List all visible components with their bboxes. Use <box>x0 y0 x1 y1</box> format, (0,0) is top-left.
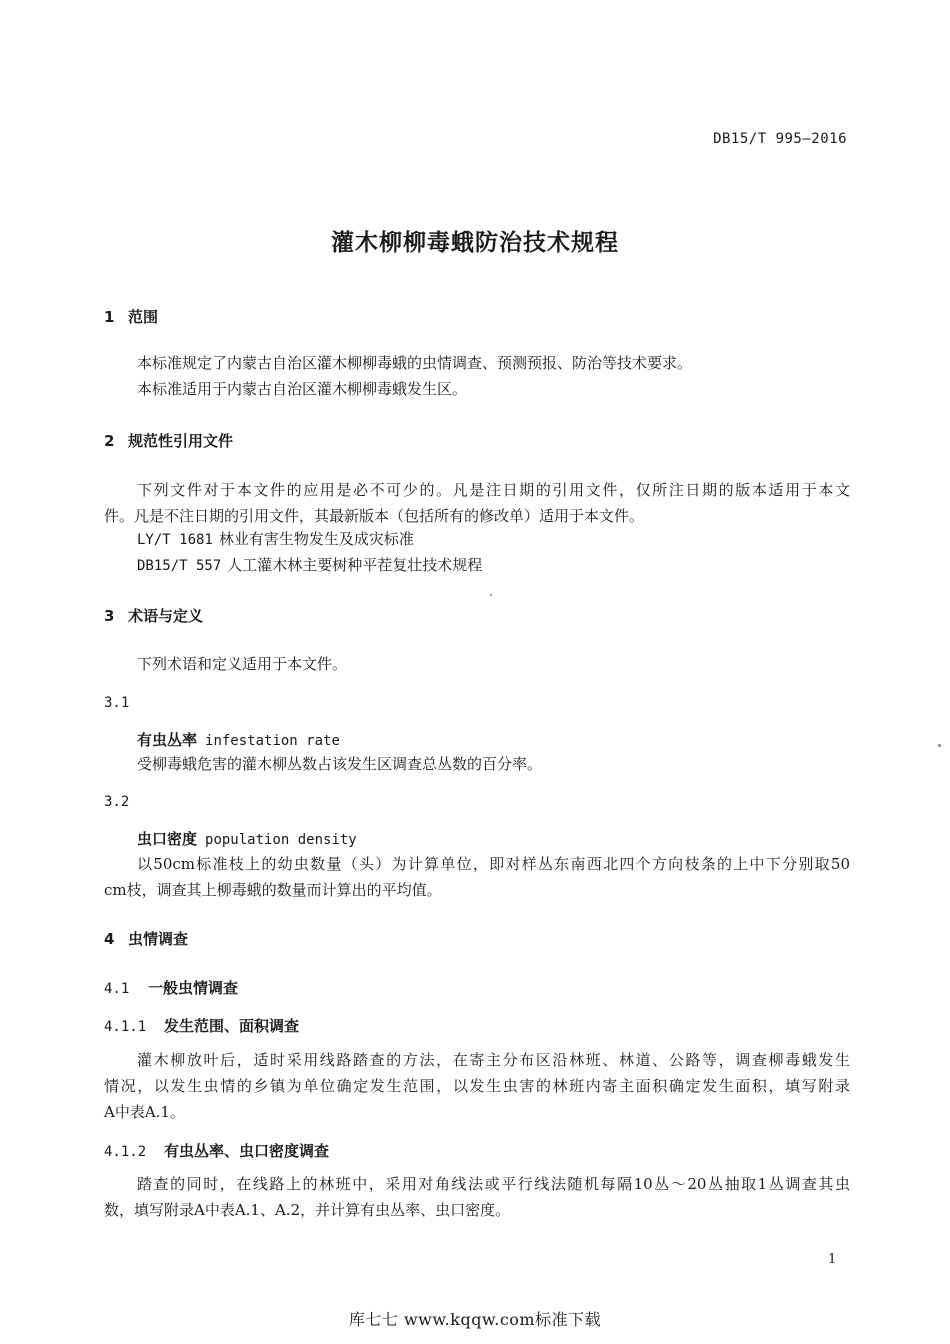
section-title: 范围 <box>128 308 159 326</box>
subsection-number: 4.1.1 <box>104 1019 147 1035</box>
term-chinese: 虫口密度 <box>137 830 198 848</box>
paragraph: 数，填写附录A中表A.1、A.2，并计算有虫丛率、虫口密度。 <box>104 1201 511 1219</box>
term-number: 3.1 <box>104 695 130 711</box>
paragraph: 情况，以发生虫情的乡镇为单位确定发生范围，以发生虫害的林班内寄主面积确定发生面积，填写附录 <box>104 1077 850 1095</box>
paragraph: 踏查的同时，在线路上的林班中，采用对角线法或平行线法随机每隔10丛～20丛抽取1丛调查其虫 <box>137 1175 850 1193</box>
section-3-heading <box>104 605 203 626</box>
term-heading <box>137 828 357 849</box>
section-number: 3 <box>104 607 115 625</box>
term-definition: 以50cm标准枝上的幼虫数量（头）为计算单位，即对样丛东南西北四个方向枝条的上中下分别取50 <box>137 855 850 873</box>
subsection-title: 一般虫情调查 <box>148 979 239 997</box>
paragraph: 件。凡是不注日期的引用文件，其最新版本（包括所有的修改单）适用于本文件。 <box>104 507 645 525</box>
section-4-heading <box>104 928 188 949</box>
subsection-4-1-heading <box>104 977 238 998</box>
scan-speck <box>490 594 492 596</box>
normative-reference <box>137 528 414 549</box>
section-2-heading <box>104 430 233 451</box>
term-chinese: 有虫丛率 <box>137 731 198 749</box>
term-definition: 受柳毒蛾危害的灌木柳丛数占该发生区调查总丛数的百分率。 <box>137 755 543 773</box>
normative-reference <box>137 554 482 575</box>
reference-code: LY/T 1681 <box>137 532 213 548</box>
paragraph: 下列文件对于本文件的应用是必不可少的。凡是注日期的引用文件，仅所注日期的版本适用于本文 <box>137 481 850 499</box>
term-heading <box>137 729 340 750</box>
section-1-heading <box>104 306 158 327</box>
document-number: DB15/T 995—2016 <box>713 131 847 147</box>
paragraph: A中表A.1。 <box>104 1103 185 1121</box>
subsection-number: 4.1 <box>104 981 130 997</box>
section-title: 虫情调查 <box>128 930 189 948</box>
term-english: infestation rate <box>205 733 340 749</box>
term-english: population density <box>205 832 357 848</box>
section-title: 规范性引用文件 <box>128 432 234 450</box>
subsection-number: 4.1.2 <box>104 1144 147 1160</box>
page-number: 1 <box>828 1252 837 1267</box>
paragraph: 本标准适用于内蒙古自治区灌木柳柳毒蛾发生区。 <box>137 380 468 398</box>
reference-code: DB15/T 557 <box>137 558 222 574</box>
section-number: 2 <box>104 432 115 450</box>
subsection-title: 有虫丛率、虫口密度调查 <box>164 1142 330 1160</box>
reference-name: 人工灌木林主要树种平茬复壮技术规程 <box>227 556 483 574</box>
watermark: 库七七 www.kqqw.com标准下载 <box>348 1310 602 1329</box>
scan-speck <box>938 744 941 747</box>
paragraph: 本标准规定了内蒙古自治区灌木柳柳毒蛾的虫情调查、预测预报、防治等技术要求。 <box>137 354 693 372</box>
section-number: 4 <box>104 930 115 948</box>
section-number: 1 <box>104 308 115 326</box>
subsection-title: 发生范围、面积调查 <box>164 1017 300 1035</box>
term-definition: cm枝，调查其上柳毒蛾的数量而计算出的平均值。 <box>104 881 442 899</box>
document-title: 灌木柳柳毒蛾防治技术规程 <box>331 230 619 256</box>
section-title: 术语与定义 <box>128 607 204 625</box>
term-number: 3.2 <box>104 794 130 810</box>
reference-name: 林业有害生物发生及成灾标准 <box>218 530 414 548</box>
subsection-4-1-2-heading <box>104 1140 329 1161</box>
subsection-4-1-1-heading <box>104 1015 299 1036</box>
paragraph: 下列术语和定义适用于本文件。 <box>137 655 348 673</box>
paragraph: 灌木柳放叶后，适时采用线路踏查的方法，在寄主分布区沿林班、林道、公路等，调查柳毒蛾发生 <box>137 1051 850 1069</box>
